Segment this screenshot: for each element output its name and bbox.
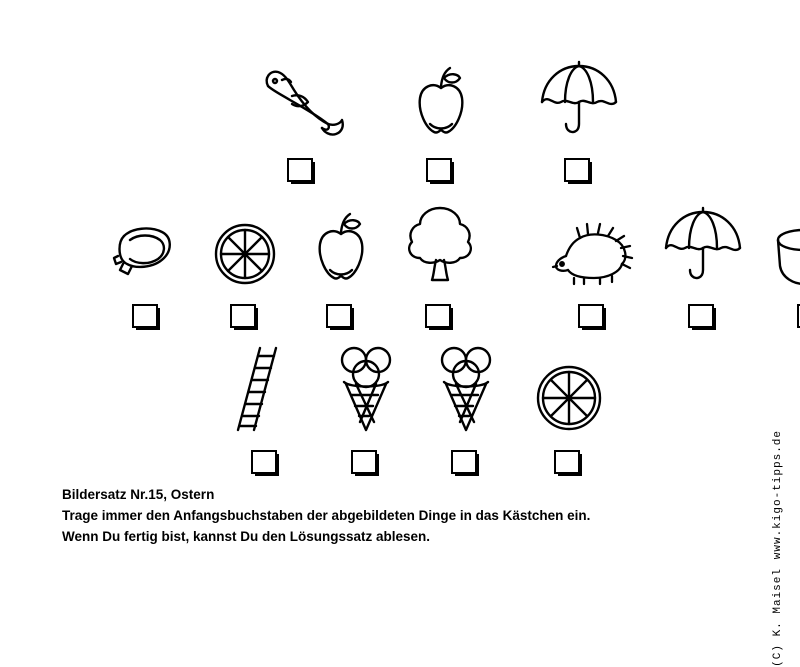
answer-box-field[interactable] [351, 450, 377, 474]
picture-cell [406, 52, 476, 186]
answer-box[interactable] [451, 450, 481, 478]
caption-instruction-1: Trage immer den Anfangsbuchstaben der abgebildeten Dinge in das Kästchen ein. [62, 508, 591, 523]
tree-icon [400, 198, 480, 290]
umbrella-icon [536, 52, 622, 144]
answer-box[interactable] [426, 158, 456, 186]
orange-slice-icon [530, 344, 608, 436]
answer-box[interactable] [230, 304, 260, 332]
apple-icon [306, 198, 376, 290]
answer-box-field[interactable] [451, 450, 477, 474]
answer-box-field[interactable] [688, 304, 714, 328]
copyright-notice: (C) K. Maisel [772, 568, 784, 667]
picture-cell [530, 344, 608, 478]
answer-box[interactable] [425, 304, 455, 332]
ice-cream-icon [330, 344, 402, 436]
answer-box-field[interactable] [426, 158, 452, 182]
answer-box-field[interactable] [230, 304, 256, 328]
ice-cream-icon [430, 344, 502, 436]
picture-cell [400, 198, 480, 332]
worksheet-caption [62, 484, 682, 547]
picture-cell [258, 52, 346, 186]
answer-box-field[interactable] [425, 304, 451, 328]
watch-icon [110, 198, 184, 290]
answer-box-field[interactable] [564, 158, 590, 182]
picture-cell [536, 52, 622, 186]
answer-box-field[interactable] [251, 450, 277, 474]
picture-cell [230, 344, 302, 478]
answer-box[interactable] [351, 450, 381, 478]
picture-row-1 [258, 52, 622, 186]
picture-row-2 [110, 198, 800, 332]
umbrella-icon [660, 198, 746, 290]
side-credits [754, 0, 794, 667]
fish-icon [258, 52, 346, 144]
answer-box-field[interactable] [326, 304, 352, 328]
ladder-icon [230, 344, 302, 436]
hedgehog-icon [550, 198, 636, 290]
picture-cell [306, 198, 376, 332]
answer-box-field[interactable] [287, 158, 313, 182]
answer-box[interactable] [564, 158, 594, 186]
caption-instruction-2: Wenn Du fertig bist, kannst Du den Lösungssatz ablesen. [62, 529, 431, 544]
answer-box-field[interactable] [132, 304, 158, 328]
picture-cell [110, 198, 184, 332]
answer-box[interactable] [251, 450, 281, 478]
answer-box[interactable] [326, 304, 356, 332]
answer-box[interactable] [554, 450, 584, 478]
answer-box-field[interactable] [578, 304, 604, 328]
answer-box-field[interactable] [554, 450, 580, 474]
picture-cell [208, 198, 282, 332]
picture-row-3 [230, 344, 608, 478]
picture-cell [660, 198, 746, 332]
answer-box[interactable] [287, 158, 317, 186]
picture-cell [550, 198, 636, 332]
picture-cell [430, 344, 502, 478]
answer-box[interactable] [132, 304, 162, 332]
answer-box[interactable] [578, 304, 608, 332]
picture-cell [330, 344, 402, 478]
website-url: www.kigo-tipps.de [772, 430, 784, 560]
apple-icon [406, 52, 476, 144]
orange-slice-icon [208, 198, 282, 290]
caption-title: Bildersatz Nr.15, Ostern [62, 487, 215, 502]
answer-box[interactable] [688, 304, 718, 332]
